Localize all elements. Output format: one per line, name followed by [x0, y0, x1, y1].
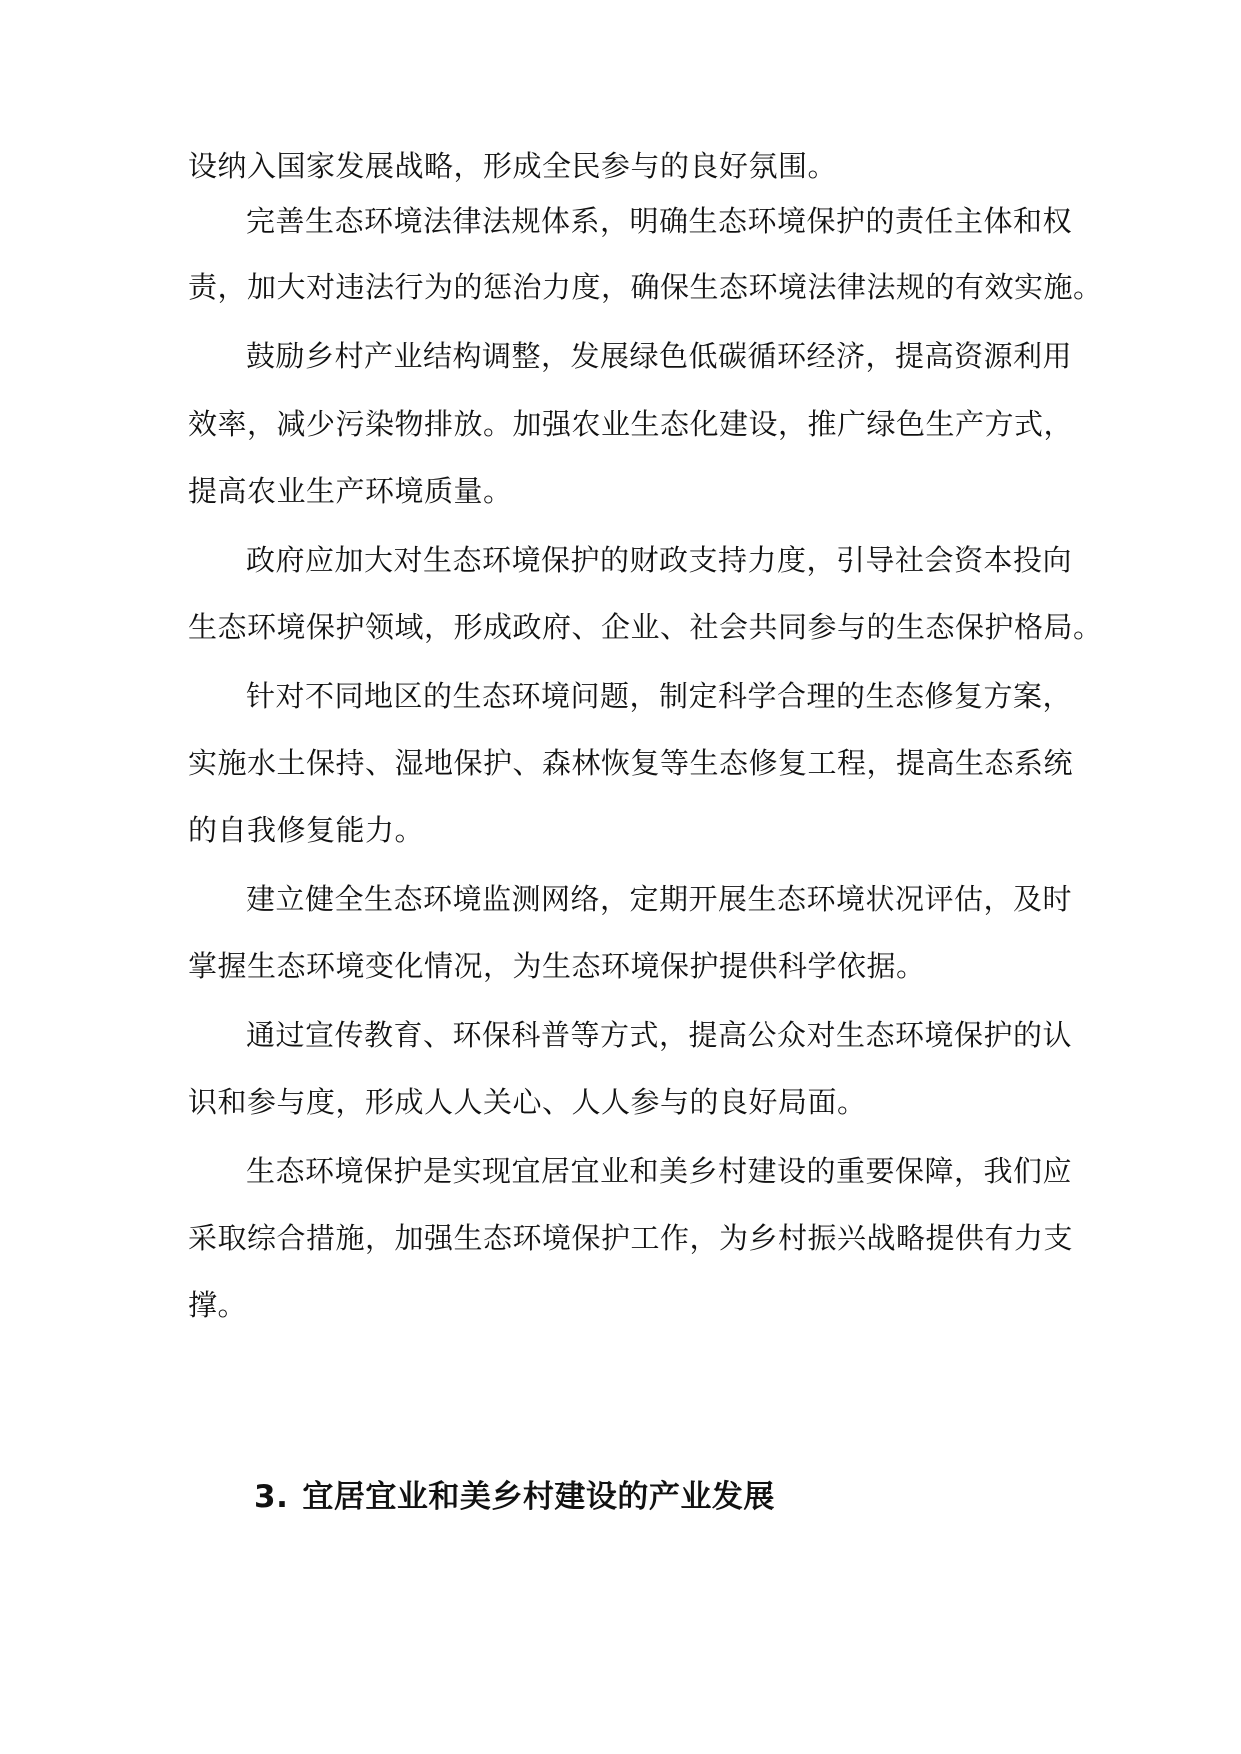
section-number: 3.: [254, 1479, 289, 1515]
text-line: 实施水土保持、湿地保护、森林恢复等生态修复工程，提高生态系统: [188, 746, 1074, 780]
text-line: 针对不同地区的生态环境问题，制定科学合理的生态修复方案，: [246, 679, 1073, 713]
text-line: 生态环境保护领域，形成政府、企业、社会共同参与的生态保护格局。: [188, 610, 1103, 644]
text-line: 鼓励乡村产业结构调整，发展绿色低碳循环经济，提高资源利用: [246, 339, 1073, 373]
text-line: 撑。: [188, 1288, 248, 1322]
text-line: 提高农业生产环境质量。: [188, 474, 513, 508]
text-line: 责，加大对违法行为的惩治力度，确保生态环境法律法规的有效实施。: [188, 270, 1103, 304]
text-line: 采取综合措施，加强生态环境保护工作，为乡村振兴战略提供有力支: [188, 1221, 1074, 1255]
text-line: 设纳入国家发展战略，形成全民参与的良好氛围。: [188, 149, 838, 183]
section-heading: [254, 1475, 775, 1519]
text-line: 掌握生态环境变化情况，为生态环境保护提供科学依据。: [188, 949, 926, 983]
text-line: 政府应加大对生态环境保护的财政支持力度，引导社会资本投向: [246, 543, 1073, 577]
text-line: 完善生态环境法律法规体系，明确生态环境保护的责任主体和权: [246, 204, 1073, 238]
text-line: 建立健全生态环境监测网络，定期开展生态环境状况评估，及时: [246, 882, 1073, 916]
text-line: 识和参与度，形成人人关心、人人参与的良好局面。: [188, 1085, 867, 1119]
text-line: 的自我修复能力。: [188, 813, 425, 847]
text-line: 通过宣传教育、环保科普等方式，提高公众对生态环境保护的认: [246, 1018, 1073, 1052]
text-line: 生态环境保护是实现宜居宜业和美乡村建设的重要保障，我们应: [246, 1154, 1073, 1188]
section-title: 宜居宜业和美乡村建设的产业发展: [302, 1479, 775, 1515]
text-line: 效率，减少污染物排放。加强农业生态化建设，推广绿色生产方式，: [188, 407, 1074, 441]
